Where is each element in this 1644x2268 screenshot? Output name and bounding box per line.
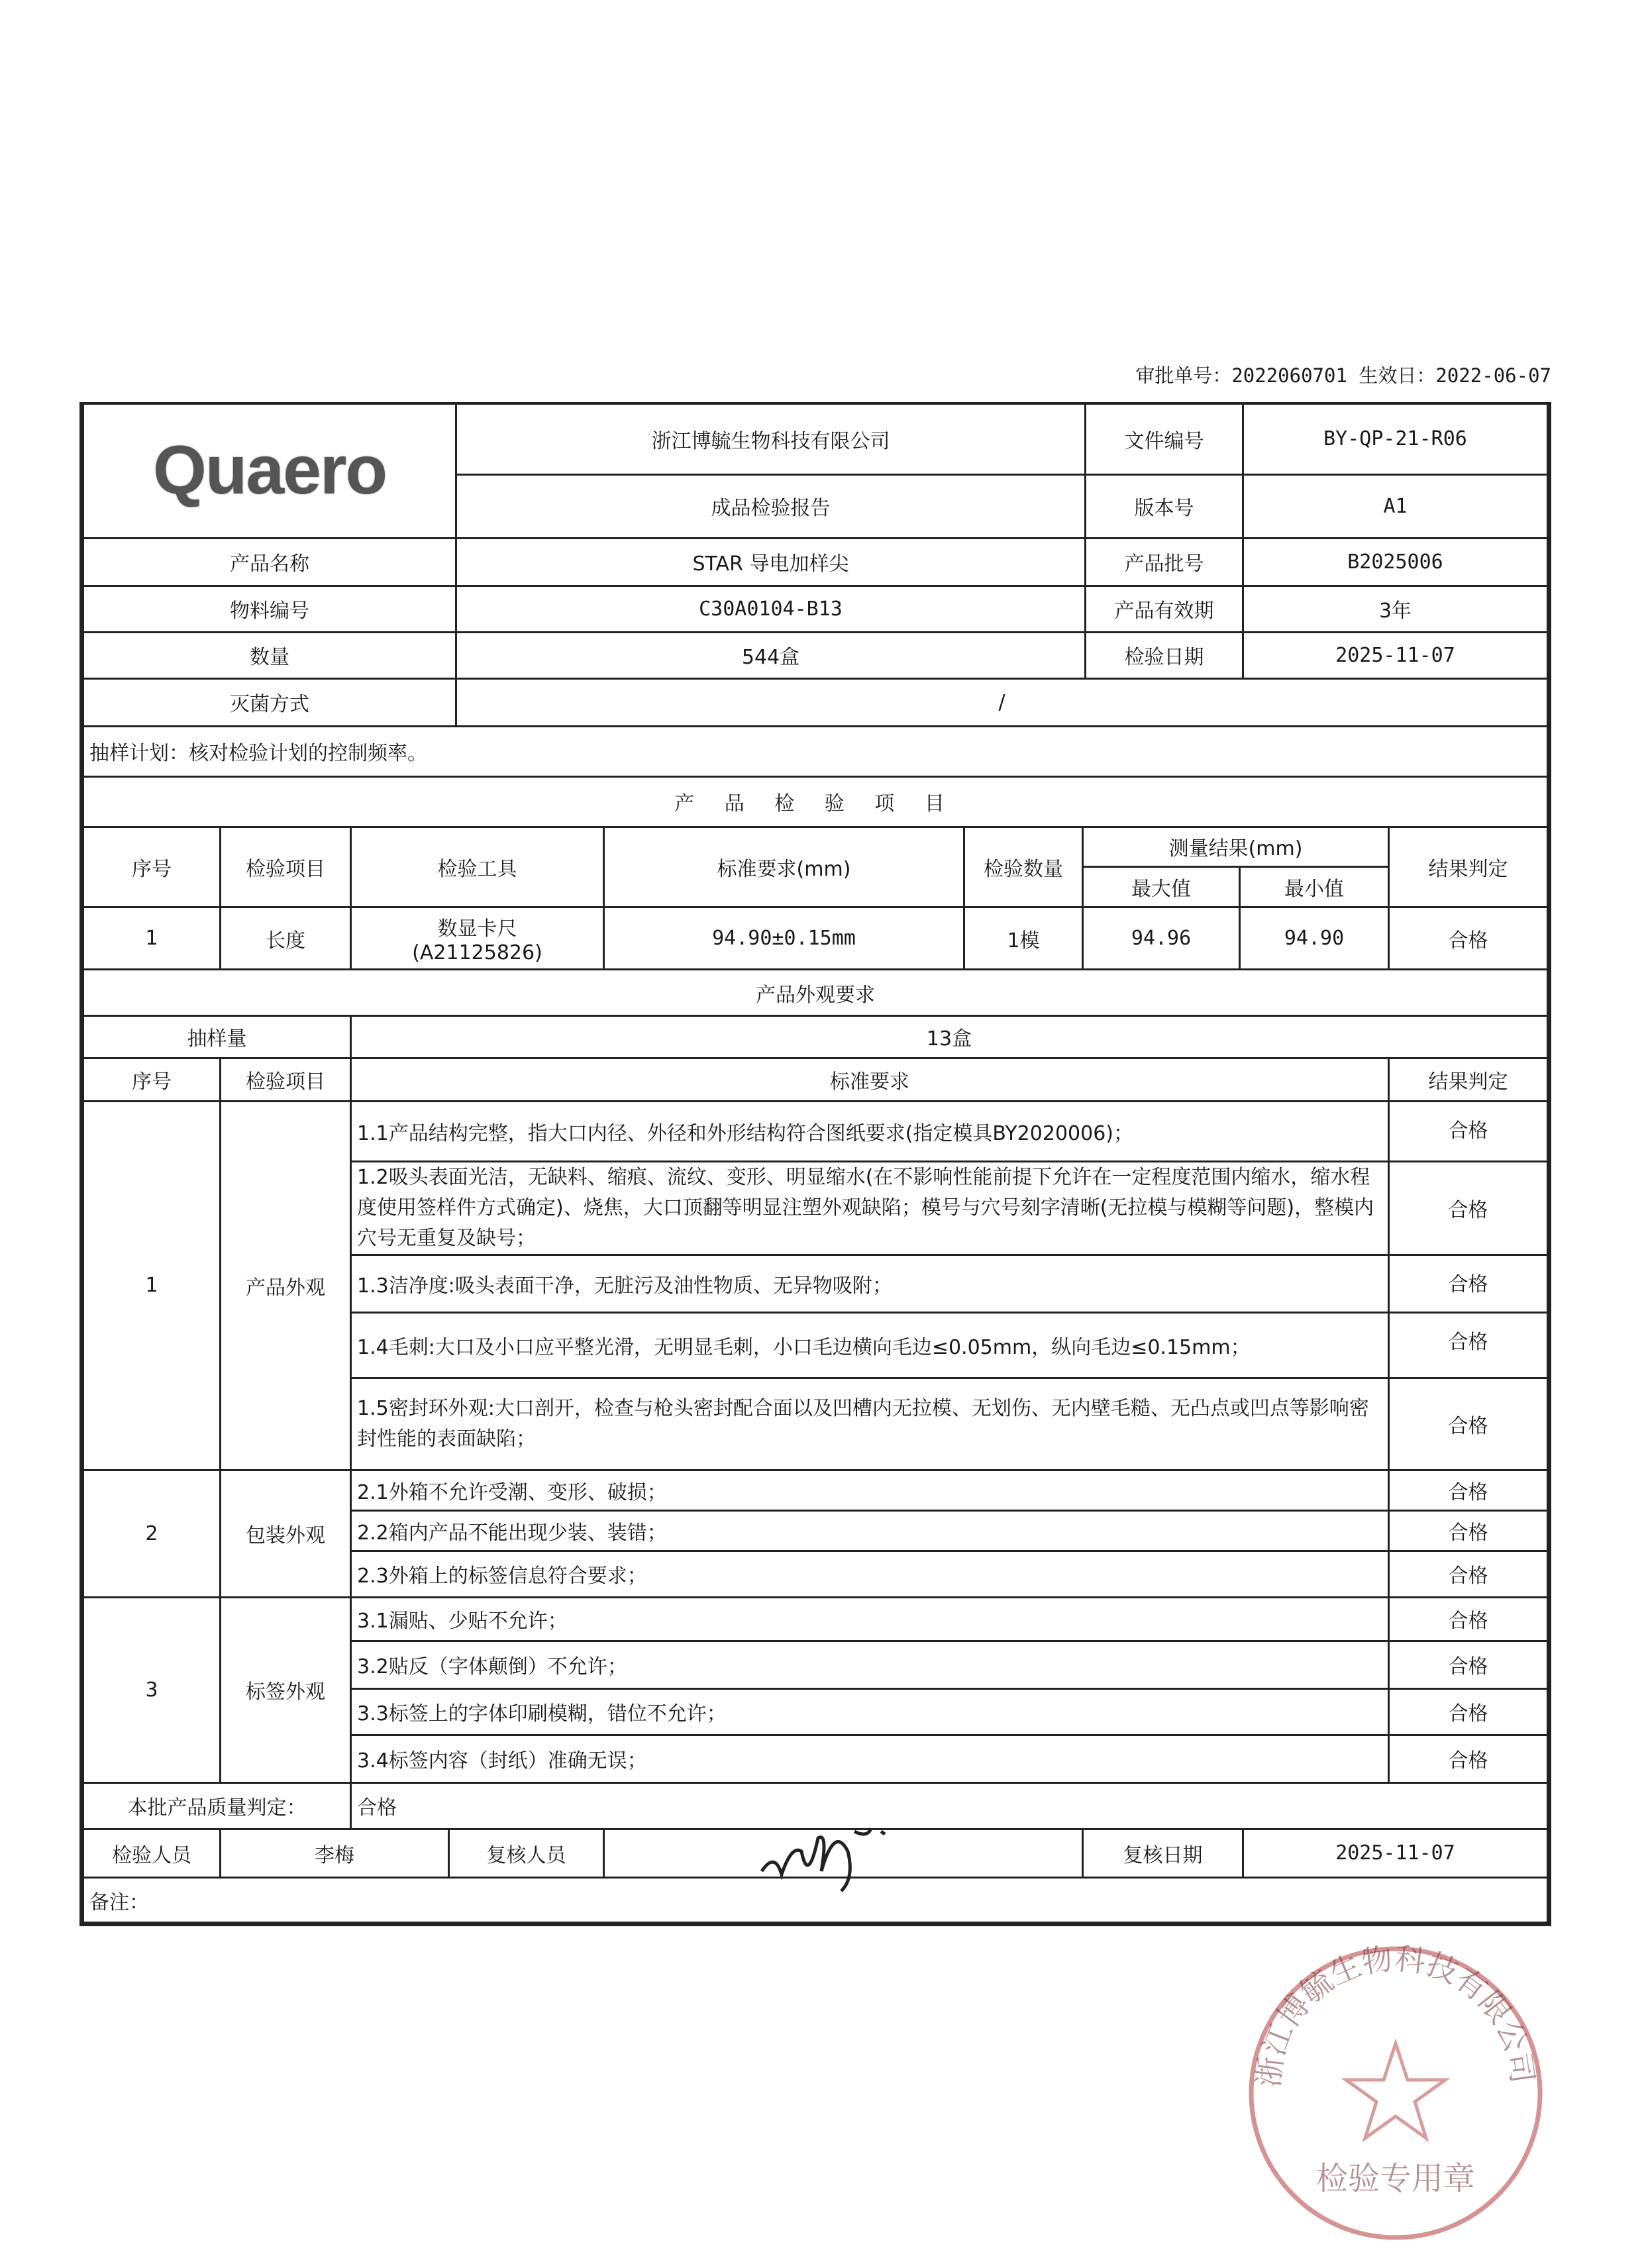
sample-value: 13盒: [351, 1017, 1548, 1058]
row-qty: 1模: [964, 907, 1083, 970]
review-date-label: 复核日期: [1083, 1830, 1243, 1878]
company-logo: [83, 405, 456, 538]
report-title: 成品检验报告: [456, 474, 1086, 538]
result: 合格: [1389, 1510, 1548, 1551]
sample-label: 抽样量: [83, 1017, 351, 1058]
requirement: 2.3外箱上的标签信息符合要求；: [351, 1551, 1389, 1597]
result: 合格: [1389, 1161, 1548, 1255]
table-row: [83, 1470, 1548, 1510]
row-min: 94.90: [1240, 907, 1389, 970]
col-tool: 检验工具: [351, 828, 604, 907]
group-item: 标签外观: [221, 1597, 351, 1782]
col-standard: 标准要求(mm): [604, 828, 964, 907]
requirement: 2.2箱内产品不能出现少装、装错；: [351, 1510, 1389, 1551]
quantity: 544盒: [456, 632, 1086, 678]
group-no: 1: [83, 1101, 221, 1470]
inspect-date: 2025-11-07: [1243, 632, 1548, 678]
sterilization: /: [456, 678, 1548, 726]
requirement: 3.2贴反（字体颠倒）不允许；: [351, 1641, 1389, 1688]
requirement: 1.2吸头表面光洁，无缺料、缩痕、流纹、变形、明显缩水(在不影响性能前提下允许在一定程度范围内缩水，缩水程度使用签样件方式确定)、烧焦，大口顶翻等明显注塑外观缺陷；模号与穴号刻字清晰(无拉模与模糊等问题)，整模内穴号无重复及缺号；: [351, 1161, 1389, 1255]
inspector: 李梅: [221, 1830, 449, 1878]
requirement: 1.4毛刺:大口及小口应平整光滑，无明显毛刺，小口毛边横向毛边≤0.05mm，纵向毛边≤0.15mm；: [351, 1312, 1389, 1378]
col-standard: 标准要求: [351, 1058, 1389, 1101]
header-table: [82, 405, 1549, 828]
stamp-ring-text: 浙江博毓生物科技有限公司: [1250, 1941, 1541, 2089]
appearance-table: [82, 1017, 1549, 1830]
batch-label: 产品批号: [1086, 538, 1243, 586]
result: 合格: [1389, 1470, 1548, 1510]
tool-name: 数显卡尺: [437, 917, 517, 941]
group-no: 3: [83, 1597, 221, 1782]
approval-number: 审批单号：2022060701 生效日：2022-06-07: [1135, 364, 1551, 387]
result: 合格: [1389, 1597, 1548, 1641]
col-result: 结果判定: [1389, 828, 1548, 907]
table-row: [83, 907, 1548, 970]
sampling-plan: 抽样计划：核对检验计划的控制频率。: [83, 726, 1548, 776]
table-row: [83, 1101, 1548, 1161]
result: 合格: [1389, 1101, 1548, 1161]
requirement: 1.5密封环外观:大口剖开，检查与枪头密封配合面以及凹槽内无拉模、无划伤、无内壁毛糙、无凸点或凹点等影响密封性能的表面缺陷；: [351, 1378, 1389, 1470]
row-result: 合格: [1389, 907, 1548, 970]
inspect-date-label: 检验日期: [1086, 632, 1243, 678]
quantity-label: 数量: [83, 632, 456, 678]
batch: B2025006: [1243, 538, 1548, 586]
quality-value: 合格: [351, 1782, 1548, 1829]
row-tool: [351, 907, 604, 970]
col-min: 最小值: [1240, 867, 1389, 907]
sterilization-label: 灭菌方式: [83, 678, 456, 726]
version: A1: [1243, 474, 1548, 538]
group-no: 2: [83, 1470, 221, 1597]
col-max: 最大值: [1083, 867, 1240, 907]
inspection-title: 产 品 检 验 项 目: [83, 776, 1548, 827]
product-name-label: 产品名称: [83, 538, 456, 586]
requirement: 2.1外箱不允许受潮、变形、破损；: [351, 1470, 1389, 1510]
requirement: 3.3标签上的字体印刷模糊，错位不允许；: [351, 1688, 1389, 1735]
row-no: 1: [83, 907, 221, 970]
requirement: 1.3洁净度:吸头表面干净，无脏污及油性物质、无异物吸附；: [351, 1255, 1389, 1312]
reviewer-label: 复核人员: [449, 1830, 604, 1878]
result: 合格: [1389, 1378, 1548, 1470]
appearance-title: 产品外观要求: [83, 970, 1548, 1016]
result: 合格: [1389, 1735, 1548, 1782]
inspection-stamp: [1243, 1941, 1548, 2245]
col-qty: 检验数量: [964, 828, 1083, 907]
col-result: 结果判定: [1389, 1058, 1548, 1101]
col-item: 检验项目: [221, 1058, 351, 1101]
result: 合格: [1389, 1641, 1548, 1688]
footer-table: [82, 1830, 1549, 1924]
inspection-table: [82, 828, 1549, 1017]
result: 合格: [1389, 1312, 1548, 1378]
remarks: 备注：: [83, 1878, 1548, 1923]
version-label: 版本号: [1086, 474, 1243, 538]
row-item: 长度: [221, 907, 351, 970]
validity-label: 产品有效期: [1086, 586, 1243, 632]
review-date: 2025-11-07: [1243, 1830, 1548, 1878]
requirement: 3.1漏贴、少贴不允许；: [351, 1597, 1389, 1641]
col-measure: 测量结果(mm): [1083, 828, 1389, 867]
col-item: 检验项目: [221, 828, 351, 907]
inspector-label: 检验人员: [83, 1830, 221, 1878]
col-no: 序号: [83, 1058, 221, 1101]
result: 合格: [1389, 1688, 1548, 1735]
logo-text: Quaero: [152, 432, 387, 509]
requirement: 1.1产品结构完整，指大口内径、外径和外形结构符合图纸要求(指定模具BY2020006)；: [351, 1101, 1389, 1161]
row-max: 94.96: [1083, 907, 1240, 970]
stamp-center-text: 检验专用章: [1315, 2160, 1476, 2197]
doc-no: BY-QP-21-R06: [1243, 405, 1548, 474]
col-no: 序号: [83, 828, 221, 907]
result: 合格: [1389, 1551, 1548, 1597]
row-standard: 94.90±0.15mm: [604, 907, 964, 970]
material: C30A0104-B13: [456, 586, 1086, 632]
group-item: 产品外观: [221, 1101, 351, 1470]
inspection-report-form: [79, 402, 1551, 1926]
material-label: 物料编号: [83, 586, 456, 632]
requirement: 3.4标签内容（封纸）准确无误；: [351, 1735, 1389, 1782]
company-name: 浙江博毓生物科技有限公司: [456, 405, 1086, 474]
table-row: [83, 1597, 1548, 1641]
svg-text:浙江博毓生物科技有限公司: [1251, 1941, 1541, 2089]
doc-no-label: 文件编号: [1086, 405, 1243, 474]
group-item: 包装外观: [221, 1470, 351, 1597]
product-name: STAR 导电加样尖: [456, 538, 1086, 586]
tool-id: (A21125826): [412, 941, 542, 964]
quality-label: 本批产品质量判定：: [83, 1782, 351, 1829]
validity: 3年: [1243, 586, 1548, 632]
result: 合格: [1389, 1255, 1548, 1312]
reviewer-signature-cell: [604, 1830, 1083, 1878]
